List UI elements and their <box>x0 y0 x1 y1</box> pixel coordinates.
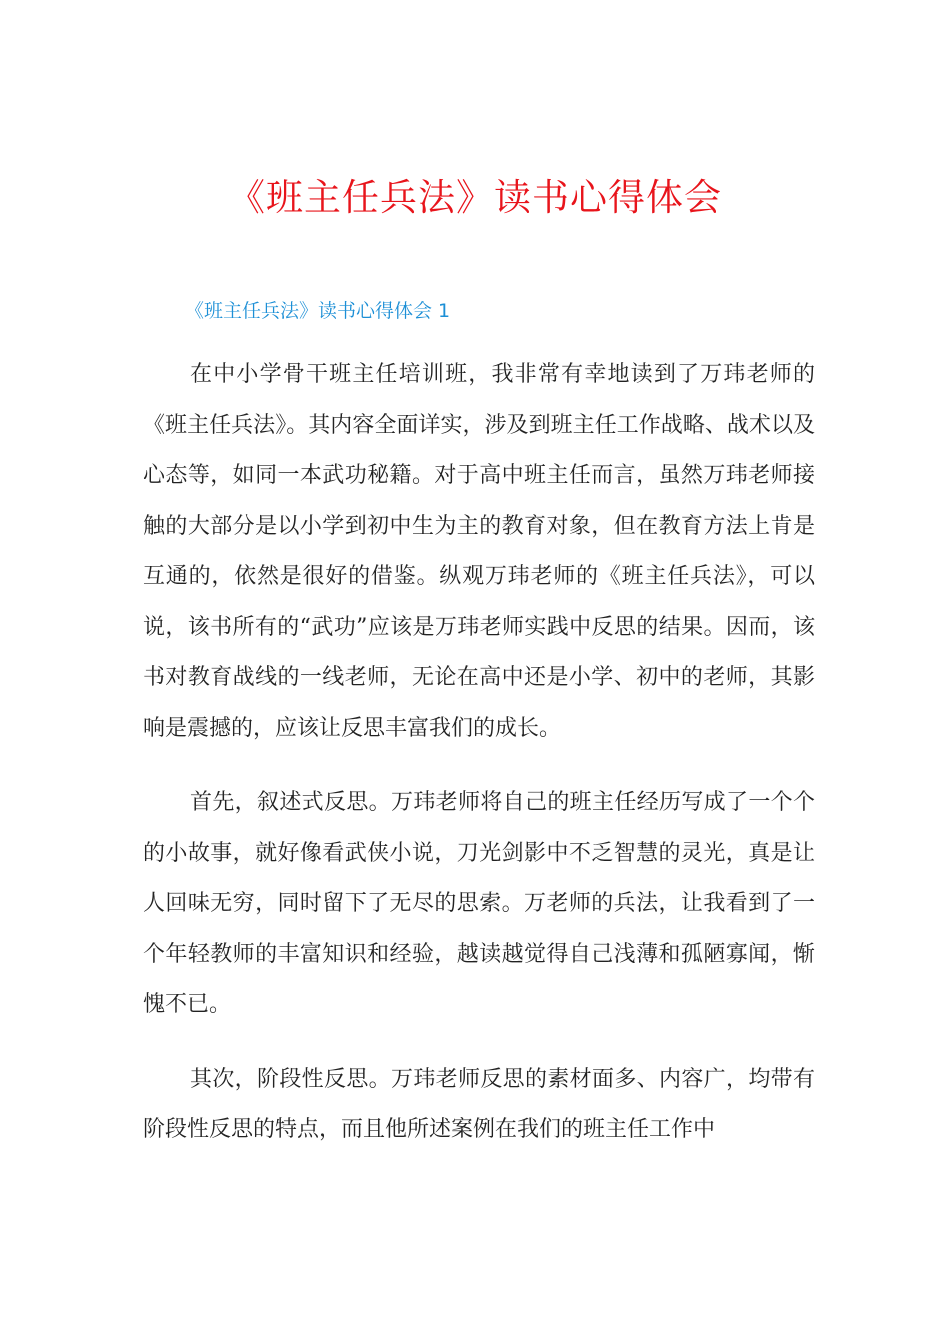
section-heading: 《班主任兵法》读书心得体会 1 <box>185 300 451 322</box>
document-body <box>143 350 815 1180</box>
paragraph-2: 首先，叙述式反思。万玮老师将自己的班主任经历写成了一个个的小故事，就好像看武侠小说，刀光剑影中不乏智慧的灵光，真是让人回味无穷，同时留下了无尽的思索。万老师的兵法，让我看到了一个年轻教师的丰富知识和经验，越读越觉得自己浅薄和孤陋寡闻，惭愧不已。 <box>143 790 815 1017</box>
paragraph-1: 在中小学骨干班主任培训班，我非常有幸地读到了万玮老师的《班主任兵法》。其内容全面详实，涉及到班主任工作战略、战术以及心态等，如同一本武功秘籍。对于高中班主任而言，虽然万玮老师接触的大部分是以小学到初中生为主的教育对象，但在教育方法上肯是互通的，依然是很好的借鉴。纵观万玮老师的《班主任兵法》，可以说，该书所有的“武功”应该是万玮老师实践中反思的结果。因而，该书对教育战线的一线老师，无论在高中还是小学、初中的老师，其影响是震撼的，应该让反思丰富我们的成长。 <box>143 362 815 741</box>
document-title: 《班主任兵法》读书心得体会 <box>228 176 722 219</box>
paragraph-3: 其次，阶段性反思。万玮老师反思的素材面多、内容广，均带有阶段性反思的特点，而且他所述案例在我们的班主任工作中 <box>143 1066 815 1142</box>
